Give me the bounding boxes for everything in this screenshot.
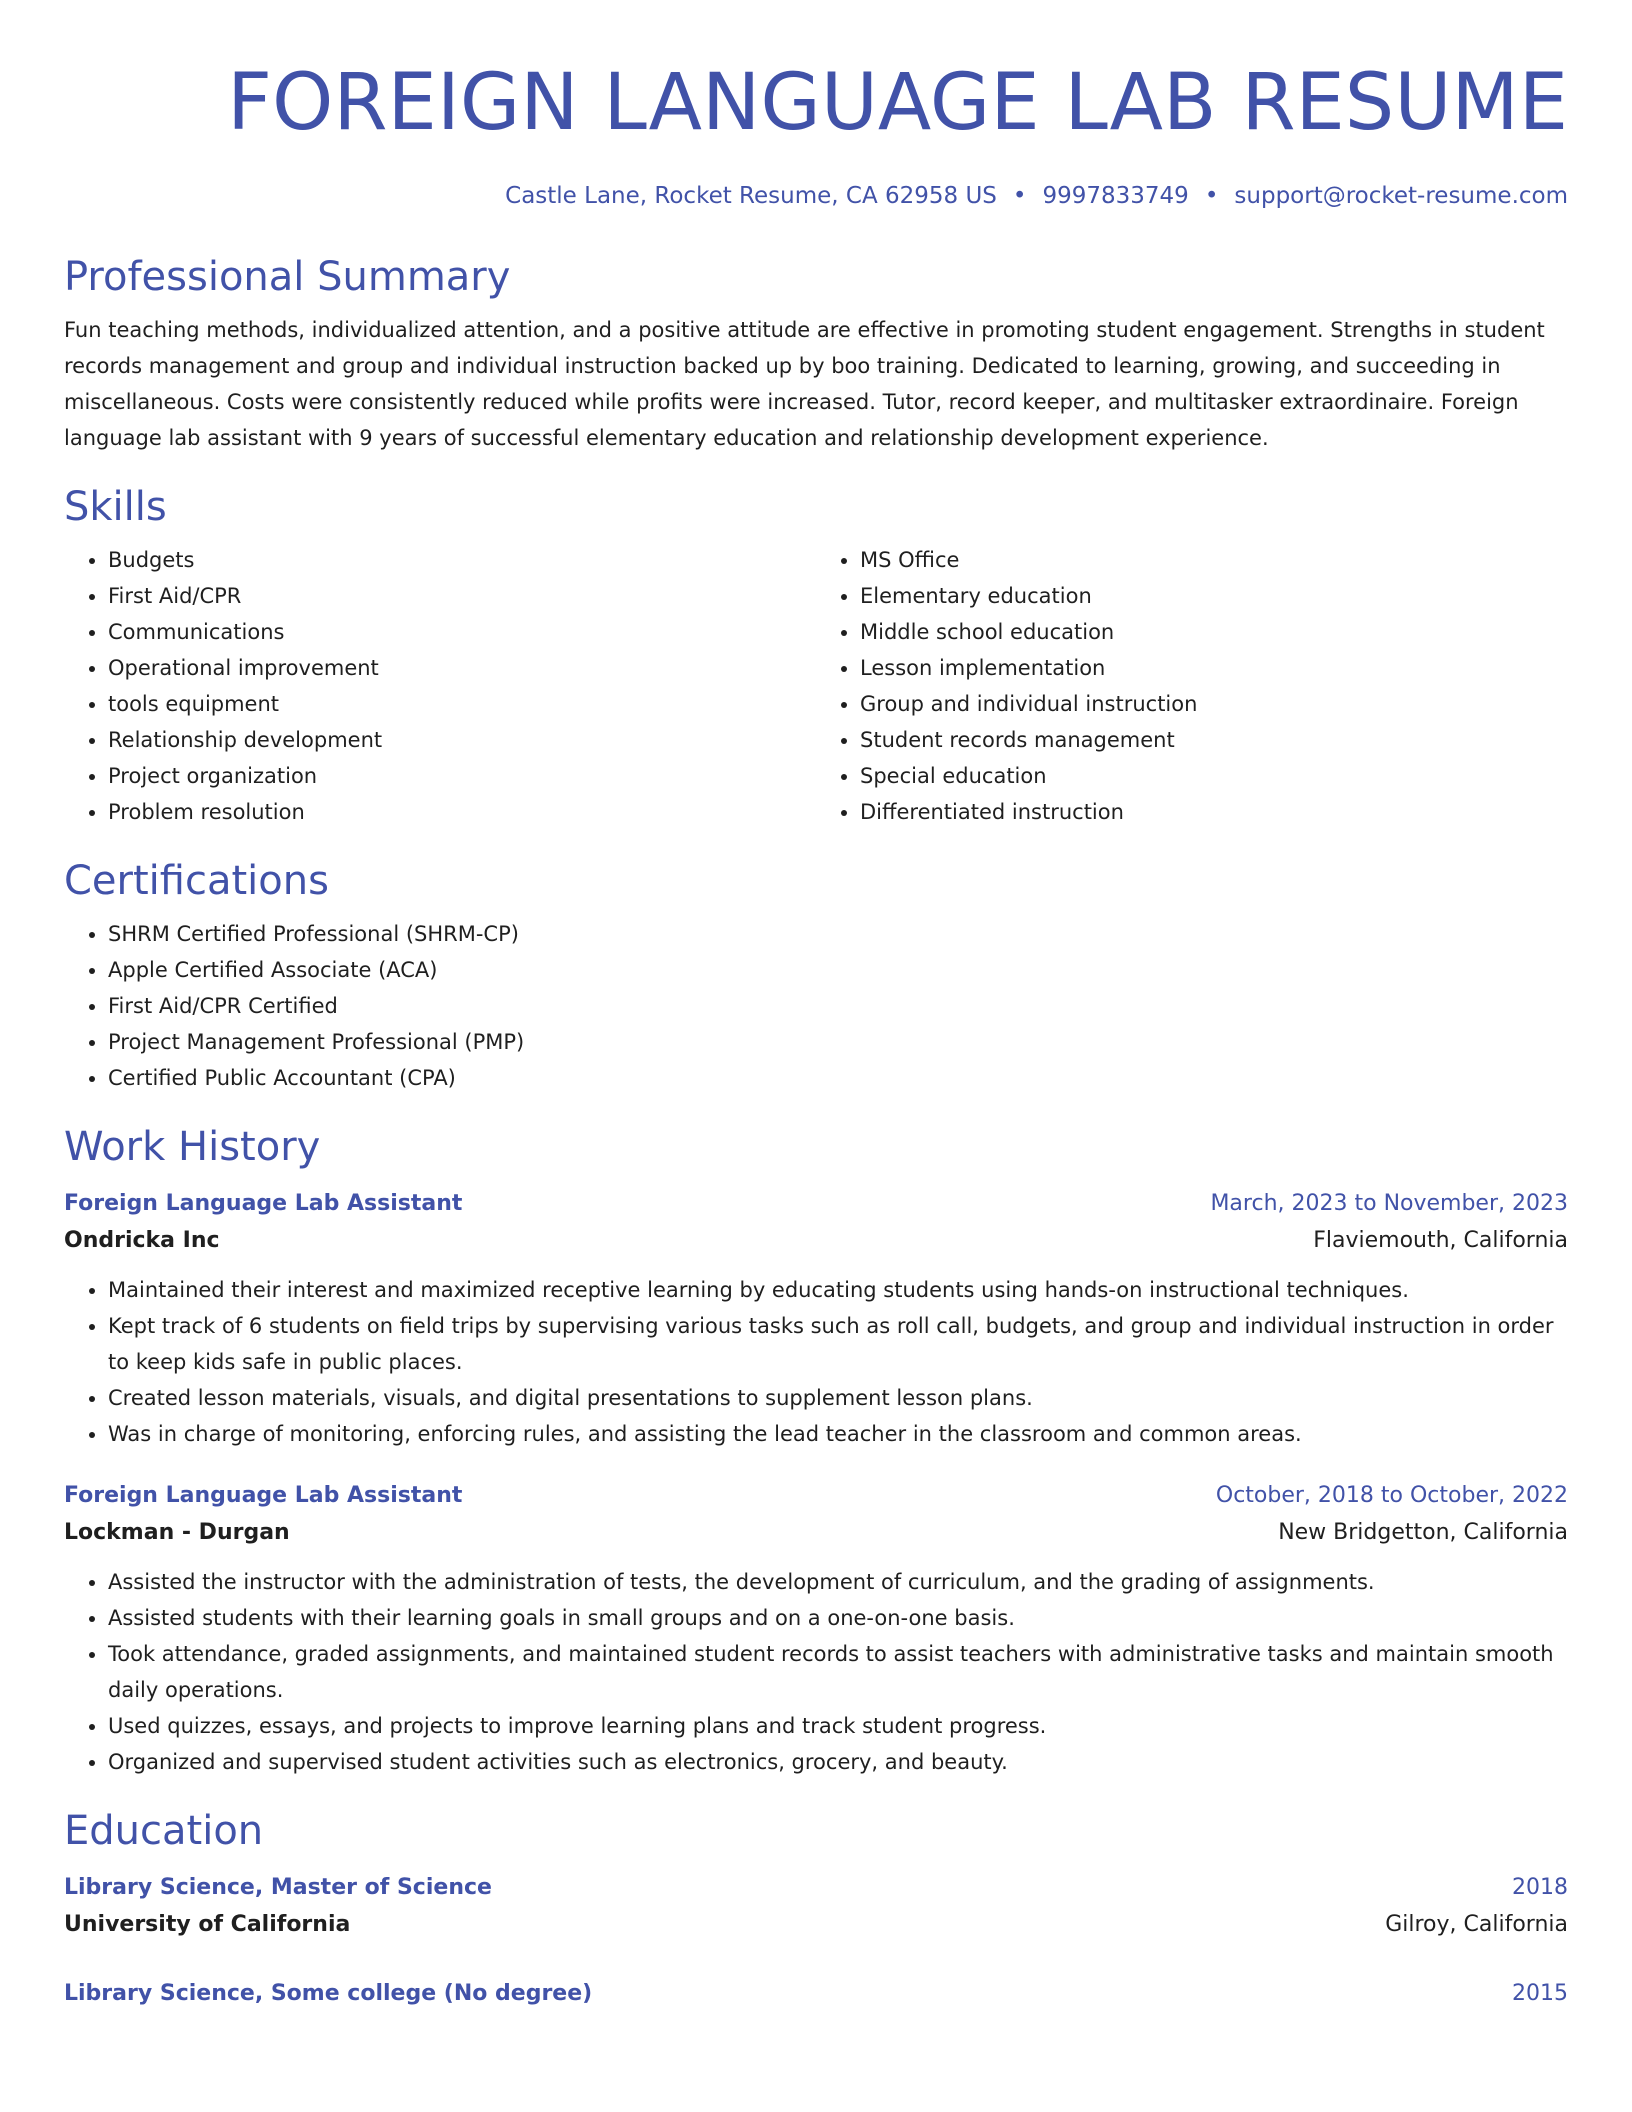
skill-item: • Differentiated instruction <box>860 794 1568 830</box>
education-degree: Library Science, Some college (No degree) <box>64 1981 593 2006</box>
skill-item: • Elementary education <box>860 578 1568 614</box>
skill-item: • Group and individual instruction <box>860 686 1568 722</box>
skills-list-left <box>64 542 816 830</box>
skills-heading: Skills <box>64 484 167 530</box>
education-year: 2015 <box>1512 1981 1568 2006</box>
skill-item: • tools equipment <box>108 686 816 722</box>
job-bullet: • Used quizzes, essays, and projects to improve learning plans and track student progress. <box>108 1708 1568 1744</box>
skill-item: • Middle school education <box>860 614 1568 650</box>
job-location: Flaviemouth, California <box>1313 1228 1568 1253</box>
summary-heading: Professional Summary <box>64 254 511 300</box>
summary-text: Fun teaching methods, individualized attention, and a positive attitude are effective in promoting student engagement. Strengths in student records management and group and individual instruction backed up by boo training. Dedicated to learning, growing, and succeeding in miscellaneous. Costs were consistently reduced while profits were increased. Tutor, record keeper, and multitasker extraordinaire. Foreign language lab assistant with 9 years of successful elementary education and relationship development experience. <box>64 318 1545 450</box>
skill-item: • First Aid/CPR <box>108 578 816 614</box>
education-heading: Education <box>64 1808 264 1854</box>
job-company: Ondricka Inc <box>64 1228 220 1253</box>
job-dates: October, 2018 to October, 2022 <box>1215 1483 1568 1508</box>
education-entry <box>64 1870 1568 1944</box>
skill-item: • Special education <box>860 758 1568 794</box>
job-bullet: • Assisted the instructor with the administration of tests, the development of curriculum, and the grading of assignments. <box>108 1564 1568 1600</box>
contact-phone: 9997833749 <box>1042 183 1189 209</box>
skill-item: • Relationship development <box>108 722 816 758</box>
skill-item: • Student records management <box>860 722 1568 758</box>
contact-line <box>64 180 1568 212</box>
education-location: Gilroy, California <box>1385 1912 1568 1937</box>
resume-title: FOREIGN LANGUAGE LAB RESUME <box>227 58 1568 148</box>
job-dates: March, 2023 to November, 2023 <box>1210 1191 1568 1216</box>
job-bullet: • Created lesson materials, visuals, and digital presentations to supplement lesson plans. <box>108 1380 1568 1416</box>
skill-item: • Communications <box>108 614 816 650</box>
job-entry <box>64 1186 1568 1452</box>
job-bullet: • Maintained their interest and maximized receptive learning by educating students using hands-on instructional techniques. <box>108 1272 1568 1308</box>
skills-section <box>64 482 1568 830</box>
education-year: 2018 <box>1512 1875 1568 1900</box>
contact-email: support@rocket-resume.com <box>1234 183 1568 209</box>
job-bullets <box>64 1564 1568 1780</box>
education-degree: Library Science, Master of Science <box>64 1875 492 1900</box>
contact-address: Castle Lane, Rocket Resume, CA 62958 US <box>505 183 997 209</box>
certification-item: • Certified Public Accountant (CPA) <box>108 1060 1568 1096</box>
skills-list-right <box>816 542 1568 830</box>
job-bullet: • Kept track of 6 students on field trips by supervising various tasks such as roll call, budgets, and group and individual instruction in order to keep kids safe in public places. <box>108 1308 1568 1380</box>
job-entry <box>64 1478 1568 1780</box>
job-bullet: • Assisted students with their learning goals in small groups and on a one-on-one basis. <box>108 1600 1568 1636</box>
skill-item: • Problem resolution <box>108 794 816 830</box>
certifications-section <box>64 856 1568 1096</box>
summary-section <box>64 252 1568 456</box>
job-company: Lockman - Durgan <box>64 1520 290 1545</box>
certification-item: • Project Management Professional (PMP) <box>108 1024 1568 1060</box>
job-bullet: • Was in charge of monitoring, enforcing rules, and assisting the lead teacher in the classroom and common areas. <box>108 1416 1568 1452</box>
skills-grid <box>64 542 1568 830</box>
job-bullet: • Organized and supervised student activities such as electronics, grocery, and beauty. <box>108 1744 1568 1780</box>
education-entry <box>64 1976 1568 2012</box>
job-role: Foreign Language Lab Assistant <box>64 1483 463 1508</box>
job-bullets <box>64 1272 1568 1452</box>
certifications-heading: Certifications <box>64 858 329 904</box>
job-bullet: • Took attendance, graded assignments, and maintained student records to assist teachers with administrative tasks and maintain smooth daily operations. <box>108 1636 1568 1708</box>
certification-item: • SHRM Certified Professional (SHRM-CP) <box>108 916 1568 952</box>
education-section <box>64 1806 1568 2012</box>
job-location: New Bridgetton, California <box>1278 1520 1568 1545</box>
work-history-heading: Work History <box>64 1124 321 1170</box>
education-school: University of California <box>64 1912 351 1937</box>
certifications-list <box>64 916 1568 1096</box>
contact-separator: • <box>1204 183 1219 209</box>
skill-item: • Lesson implementation <box>860 650 1568 686</box>
work-history-section <box>64 1122 1568 1780</box>
contact-separator: • <box>1012 183 1027 209</box>
job-role: Foreign Language Lab Assistant <box>64 1191 463 1216</box>
skill-item: • Budgets <box>108 542 816 578</box>
skill-item: • Project organization <box>108 758 816 794</box>
certification-item: • First Aid/CPR Certified <box>108 988 1568 1024</box>
skill-item: • MS Office <box>860 542 1568 578</box>
skill-item: • Operational improvement <box>108 650 816 686</box>
certification-item: • Apple Certified Associate (ACA) <box>108 952 1568 988</box>
